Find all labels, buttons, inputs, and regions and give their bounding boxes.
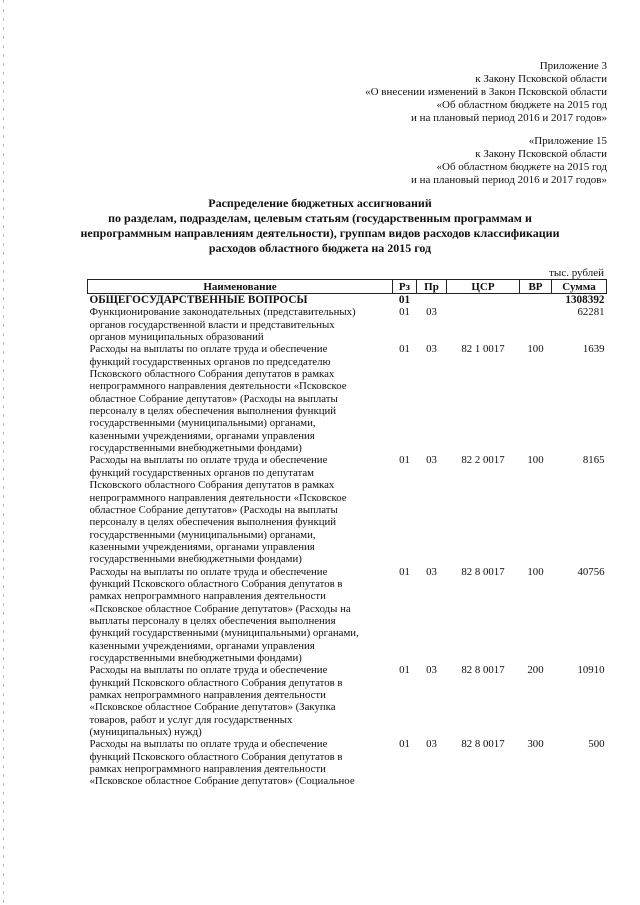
row-name-line: Расходы на выплаты по оплате труда и обеспечение — [89, 738, 328, 751]
section-rz: 01 — [398, 294, 411, 306]
row-rz: 01 — [399, 454, 410, 467]
row-rz: 01 — [399, 738, 410, 751]
row-name — [88, 738, 393, 787]
row-rz: 01 — [399, 664, 410, 677]
row-name-line: Функционирование законодательных (представительных) — [89, 306, 356, 319]
row-csr — [447, 306, 520, 343]
row-vr: 300 — [527, 738, 544, 751]
appendix-line: «Приложение 15 — [528, 135, 607, 147]
row-pr: 03 — [426, 738, 437, 751]
row-name — [88, 343, 393, 454]
row-name-line: функций государственных органов по председателю — [89, 355, 331, 368]
row-name-line: органов муниципальных образований — [89, 331, 264, 344]
units-label: тыс. рублей — [549, 267, 604, 279]
row-name-line: областное Собрание депутатов» (Расходы на выплаты — [89, 392, 338, 405]
row-sum: 40756 — [577, 565, 605, 578]
row-pr: 03 — [426, 565, 437, 578]
table-row — [88, 306, 607, 343]
section-vr — [520, 294, 552, 307]
row-name-line: (муниципальных) нужд) — [89, 726, 202, 739]
table-header-row — [88, 280, 607, 294]
row-vr: 100 — [527, 343, 544, 356]
row-name-line: «Псковское областное Собрание депутатов» (Социальное — [89, 775, 355, 788]
appendix-line: «Об областном бюджете на 2015 год — [436, 99, 607, 111]
title-line: расходов областного бюджета на 2015 год — [208, 241, 432, 255]
row-name-line: государственными (муниципальными) органами, — [89, 528, 316, 541]
row-name — [88, 306, 393, 343]
row-rz: 01 — [399, 343, 410, 356]
row-name-line: Расходы на выплаты по оплате труда и обеспечение — [89, 565, 328, 578]
appendix-line: и на плановый период 2016 и 2017 годов» — [410, 174, 607, 186]
row-name-line: Псковского областного Собрания депутатов в рамках — [89, 368, 335, 381]
row-name-line: органов государственной власти и представительных — [89, 318, 335, 331]
row-csr: 82 1 0017 — [461, 343, 505, 356]
row-sum: 1639 — [582, 343, 605, 356]
section-sum: 1308392 — [565, 294, 605, 306]
row-name-line: функций государственными (муниципальными) органами, — [89, 627, 359, 640]
row-csr: 82 8 0017 — [461, 565, 505, 578]
row-csr: 82 2 0017 — [461, 454, 505, 467]
row-name-line: непрограммного направления деятельности «Псковское — [89, 491, 347, 504]
row-pr: 03 — [426, 306, 437, 319]
row-vr: 100 — [527, 565, 544, 578]
row-name-line: «Псковское областное Собрание депутатов» (Расходы на — [89, 602, 351, 615]
table-row — [88, 454, 607, 565]
row-name-line: функций государственных органов по депутатам — [89, 466, 314, 479]
appendix-line: Приложение 3 — [539, 60, 607, 72]
row-vr: 100 — [527, 454, 544, 467]
appendix-3-header — [365, 60, 607, 125]
row-name-line: «Псковское областное Собрание депутатов» (Закупка — [89, 701, 336, 714]
row-sum: 10910 — [577, 664, 605, 677]
section-row — [88, 294, 607, 307]
row-rz: 01 — [399, 565, 410, 578]
title-line: по разделам, подразделам, целевым статьям (государственным программам и — [108, 211, 532, 225]
row-sum: 62281 — [577, 306, 605, 319]
table-body — [88, 294, 607, 788]
row-name-line: рамках непрограммного направления деятельности — [89, 763, 326, 776]
section-name: ОБЩЕГОСУДАРСТВЕННЫЕ ВОПРОСЫ — [89, 294, 308, 306]
row-name-line: Расходы на выплаты по оплате труда и обеспечение — [89, 454, 328, 467]
section-csr — [447, 294, 520, 307]
row-name-line: выплаты персоналу в целях обеспечения выполнения — [89, 614, 336, 627]
row-sum: 500 — [588, 738, 605, 751]
section-pr — [417, 294, 447, 307]
title-line: непрограммным направлениям деятельности), группам видов расходов классификации — [80, 226, 560, 240]
table-row — [88, 343, 607, 454]
header-sum: Сумма — [552, 280, 607, 294]
row-name-line: казенными учреждениями, органами управления — [89, 540, 315, 553]
table-row — [88, 566, 607, 665]
row-name-line: непрограммного направления деятельности «Псковское — [89, 380, 347, 393]
appendix-line: к Закону Псковской области — [475, 73, 607, 85]
row-name-line: государственными внебюджетными фондами) — [89, 442, 302, 455]
header-csr: ЦСР — [447, 280, 520, 294]
row-name-line: государственными внебюджетными фондами) — [89, 651, 302, 664]
appendix-line: «О внесении изменений в Закон Псковской области — [365, 86, 607, 98]
row-name-line: рамках непрограммного направления деятельности — [89, 689, 326, 701]
header-name: Наименование — [88, 280, 393, 294]
table-row — [88, 738, 607, 787]
row-name-line: Псковского областного Собрания депутатов в рамках — [89, 479, 335, 492]
scan-edge-decoration — [3, 0, 4, 905]
row-name-line: государственными (муниципальными) органами, — [89, 417, 316, 430]
header-rz: Рз — [393, 280, 417, 294]
row-csr: 82 8 0017 — [461, 664, 505, 677]
row-name-line: персоналу в целях обеспечения выполнения функций — [89, 516, 337, 529]
row-name-line: государственными внебюджетными фондами) — [89, 553, 302, 566]
budget-table — [87, 279, 607, 788]
header-pr: Пр — [417, 280, 447, 294]
header-vr: ВР — [520, 280, 552, 294]
row-vr — [520, 306, 552, 343]
document-title — [80, 196, 560, 256]
row-name-line: функций Псковского областного Собрания депутатов в — [89, 577, 343, 590]
row-pr: 03 — [426, 343, 437, 356]
title-line: Распределение бюджетных ассигнований — [208, 196, 432, 210]
row-sum: 8165 — [582, 454, 605, 467]
appendix-line: и на плановый период 2016 и 2017 годов» — [410, 112, 607, 124]
table-row — [88, 664, 607, 738]
row-name-line: областное Собрание депутатов» (Расходы на выплаты — [89, 503, 338, 516]
row-name-line: казенными учреждениями, органами управления — [89, 429, 315, 442]
appendix-15-header — [411, 135, 607, 187]
row-name-line: товаров, работ и услуг для государственных — [89, 713, 293, 726]
row-name — [88, 566, 393, 665]
row-pr: 03 — [426, 454, 437, 467]
row-vr: 200 — [527, 664, 544, 677]
row-name-line: функций Псковского областного Собрания депутатов в — [89, 750, 343, 763]
appendix-line: «Об областном бюджете на 2015 год — [436, 161, 607, 173]
row-name-line: рамках непрограммного направления деятельности — [89, 590, 326, 603]
row-rz: 01 — [399, 306, 410, 319]
row-name-line: функций Псковского областного Собрания депутатов в — [89, 676, 343, 689]
row-name-line: казенными учреждениями, органами управления — [89, 639, 315, 652]
row-name — [88, 454, 393, 565]
row-pr: 03 — [426, 664, 437, 677]
row-name-line: персоналу в целях обеспечения выполнения функций — [89, 405, 337, 418]
row-name — [88, 664, 393, 738]
row-name-line: Расходы на выплаты по оплате труда и обеспечение — [89, 343, 328, 356]
row-name-line: Расходы на выплаты по оплате труда и обеспечение — [89, 664, 328, 677]
appendix-line: к Закону Псковской области — [475, 148, 607, 160]
row-csr: 82 8 0017 — [461, 738, 505, 751]
